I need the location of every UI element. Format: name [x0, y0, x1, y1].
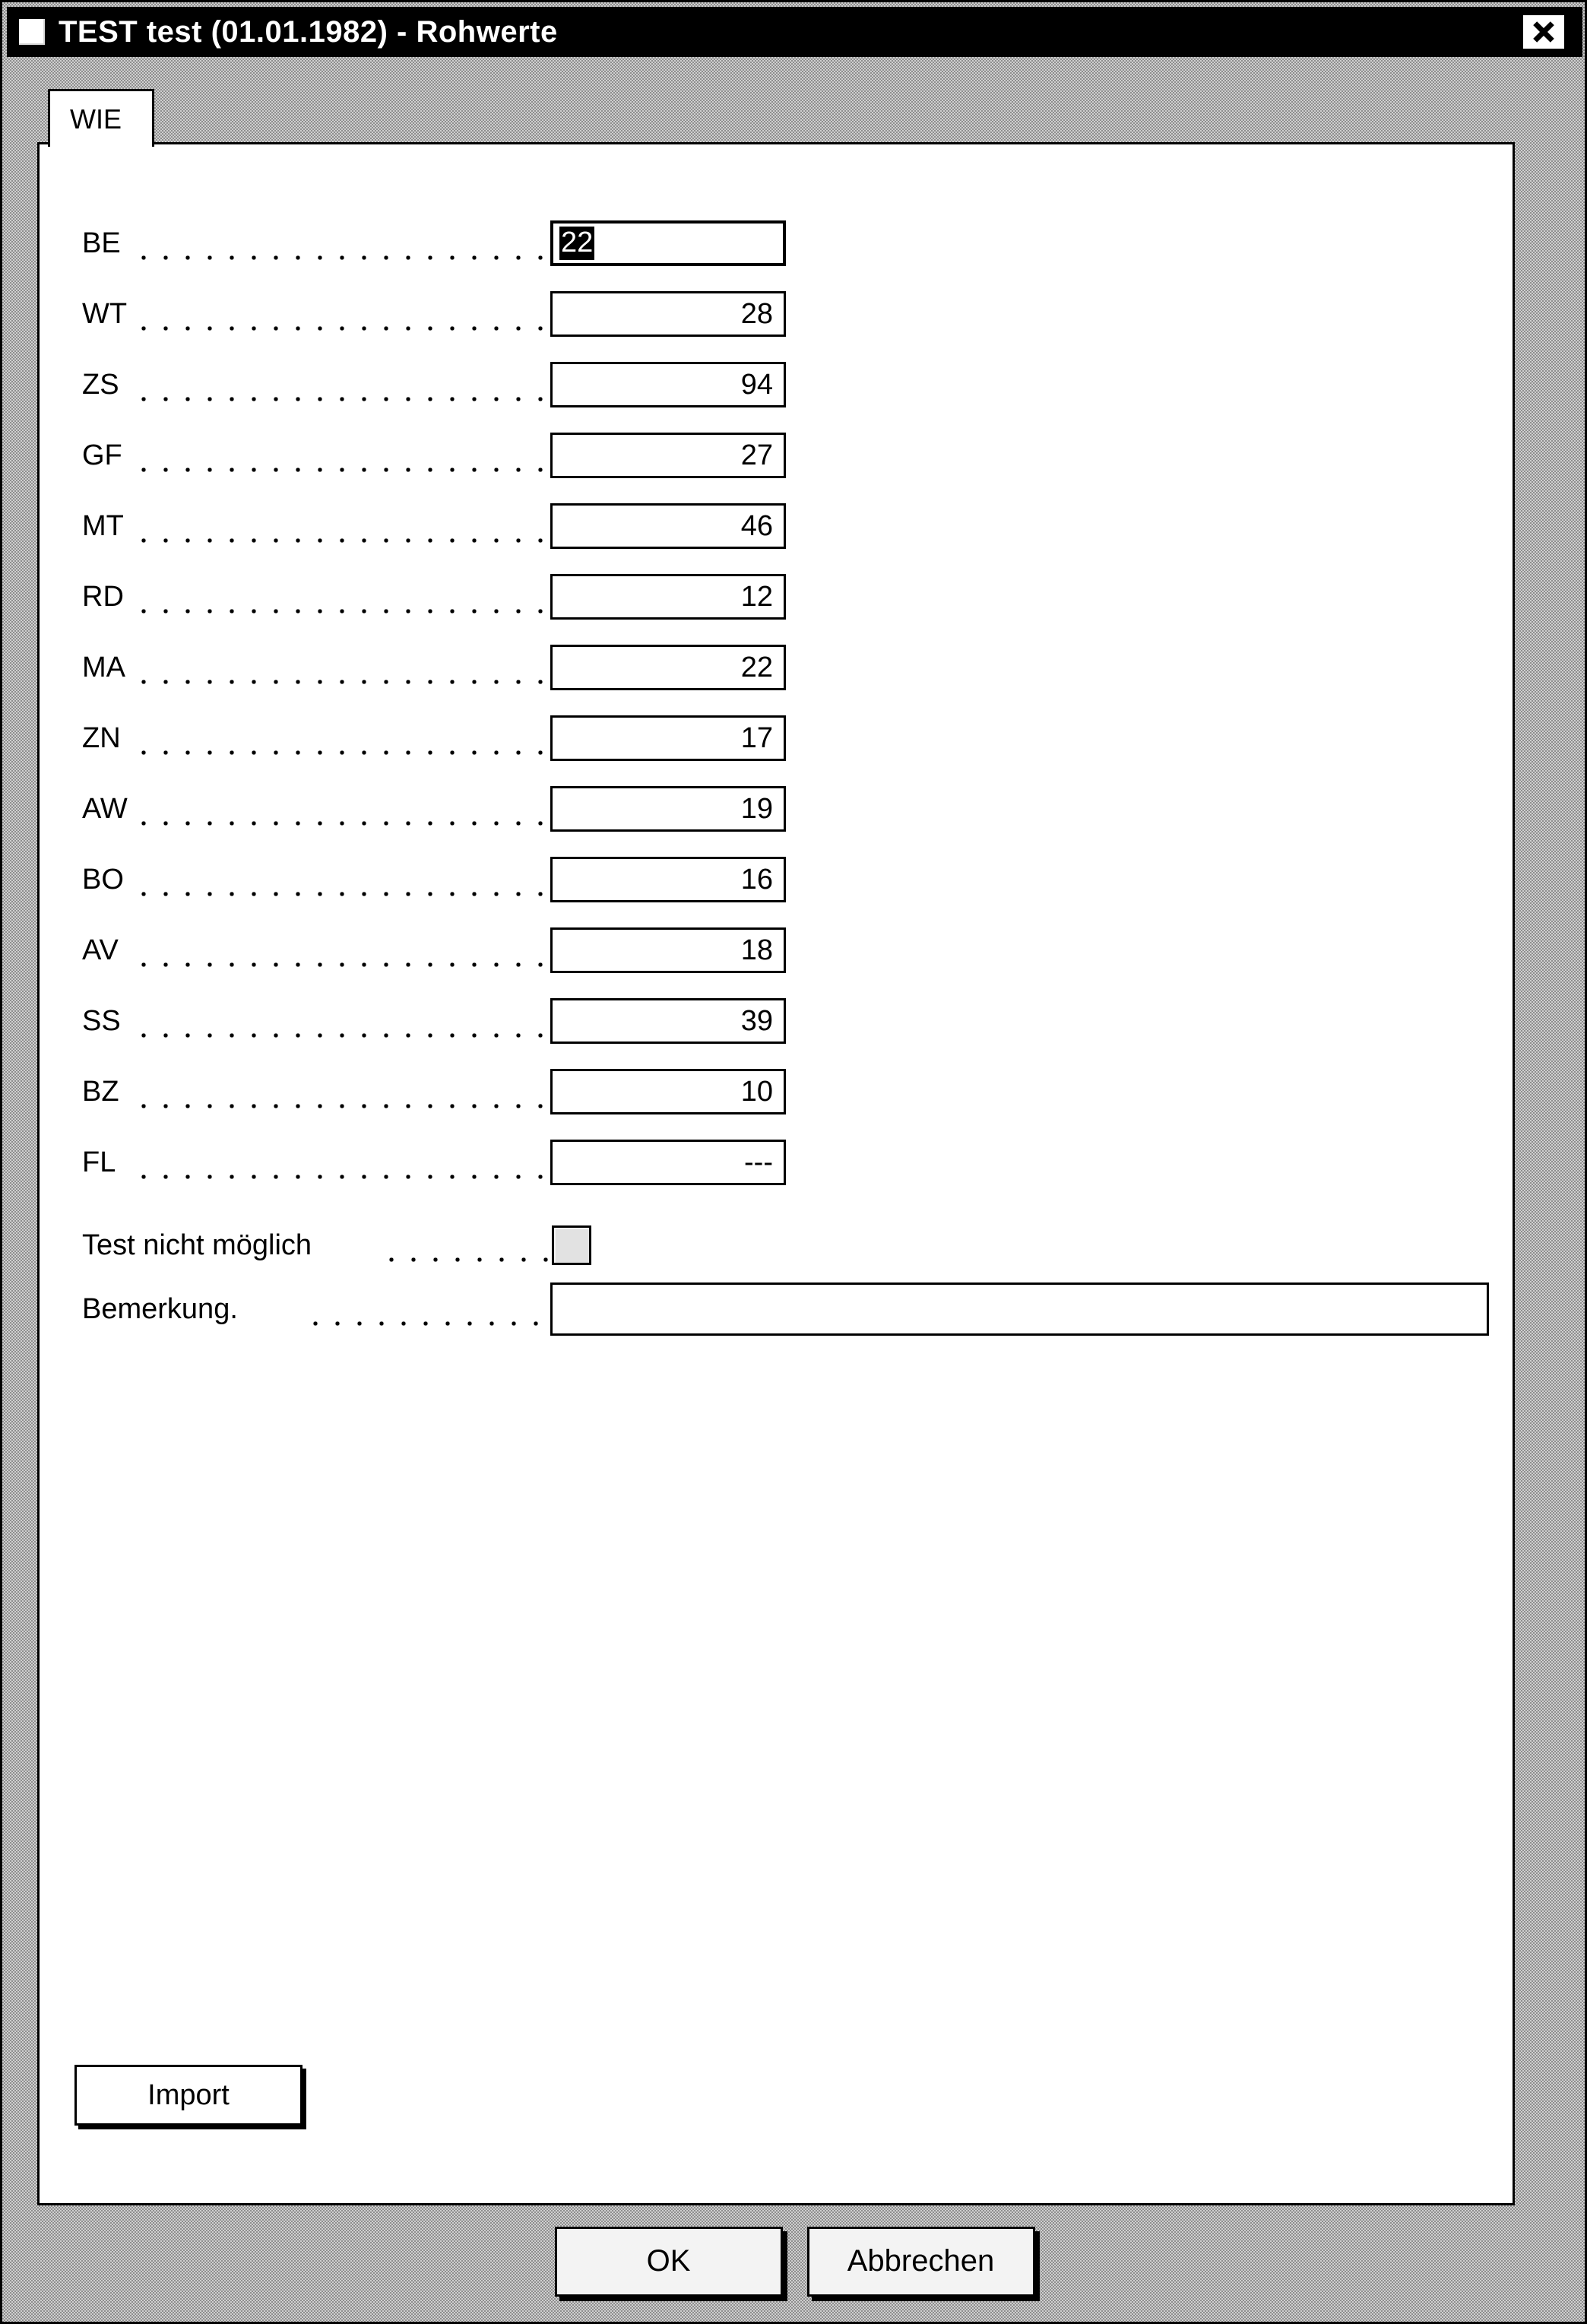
value-input[interactable]	[550, 645, 786, 690]
field-label: WT	[82, 298, 128, 330]
field-label: SS	[82, 1005, 121, 1037]
value-text: ---	[744, 1146, 773, 1178]
dotted-leader	[141, 326, 550, 331]
title-bar	[7, 7, 1582, 57]
form-row	[40, 350, 1513, 420]
cancel-button[interactable]	[807, 2227, 1035, 2297]
dotted-leader	[141, 1033, 550, 1038]
value-text: 94	[740, 369, 773, 401]
value-input[interactable]	[550, 433, 786, 478]
checkbox-label: Test nicht möglich	[82, 1229, 312, 1261]
value-text: 46	[740, 510, 773, 542]
form-row	[40, 986, 1513, 1056]
field-label: RD	[82, 581, 124, 613]
dialog-footer	[7, 2205, 1582, 2317]
dotted-leader	[141, 750, 550, 755]
import-button-label: Import	[147, 2078, 230, 2111]
field-label: BO	[82, 864, 124, 896]
tab-wie-label: WIE	[70, 103, 122, 135]
dotted-leader	[141, 821, 550, 826]
tab-wie[interactable]	[48, 89, 154, 147]
field-label: ZN	[82, 722, 121, 754]
dotted-leader	[141, 255, 550, 260]
form-row	[40, 208, 1513, 278]
form-row	[40, 774, 1513, 844]
form-row	[40, 279, 1513, 349]
form-row	[40, 915, 1513, 985]
value-input[interactable]	[550, 998, 786, 1044]
dotted-leader	[141, 1175, 550, 1179]
dotted-leader	[313, 1321, 550, 1326]
field-label: BZ	[82, 1076, 119, 1108]
dotted-leader	[141, 468, 550, 472]
field-label: FL	[82, 1146, 116, 1178]
window-title: TEST test (01.01.1982) - Rohwerte	[59, 15, 558, 49]
field-label: GF	[82, 439, 122, 471]
form-row	[40, 845, 1513, 915]
value-text: 28	[740, 298, 773, 330]
checkbox-row	[40, 1210, 1513, 1280]
value-input[interactable]	[550, 362, 786, 407]
window-icon	[17, 17, 46, 46]
value-text: 16	[740, 864, 773, 896]
value-text: 12	[740, 581, 773, 613]
value-text: 22	[740, 652, 773, 683]
tab-strip	[48, 84, 154, 147]
import-button[interactable]	[74, 2065, 303, 2126]
value-text: 10	[740, 1076, 773, 1108]
dotted-leader	[141, 892, 550, 896]
dotted-leader	[141, 962, 550, 967]
value-input[interactable]	[550, 291, 786, 337]
form-row	[40, 1057, 1513, 1127]
dotted-leader	[141, 1104, 550, 1108]
dotted-leader	[141, 397, 550, 401]
form-row	[40, 420, 1513, 490]
value-input[interactable]	[550, 786, 786, 832]
value-text: 17	[740, 722, 773, 754]
value-input[interactable]	[550, 857, 786, 902]
dotted-leader	[389, 1257, 550, 1262]
value-input[interactable]	[550, 1140, 786, 1185]
form-row	[40, 633, 1513, 702]
dotted-leader	[141, 538, 550, 543]
dotted-leader	[141, 609, 550, 613]
value-input[interactable]	[550, 503, 786, 549]
ok-button-label: OK	[646, 2244, 691, 2278]
field-label: BE	[82, 227, 121, 259]
value-input[interactable]	[550, 220, 786, 266]
comment-label: Bemerkung.	[82, 1293, 238, 1325]
value-input[interactable]	[550, 715, 786, 761]
dotted-leader	[141, 680, 550, 684]
field-label: MA	[82, 652, 125, 683]
form-row	[40, 562, 1513, 632]
field-label: MT	[82, 510, 124, 542]
value-text: 18	[740, 934, 773, 966]
form-row	[40, 491, 1513, 561]
value-text: 39	[740, 1005, 773, 1037]
comment-input[interactable]	[550, 1282, 1489, 1336]
value-text: 27	[740, 439, 773, 471]
test-not-possible-checkbox[interactable]	[552, 1225, 591, 1265]
field-label: AV	[82, 934, 119, 966]
form-row	[40, 703, 1513, 773]
cancel-button-label: Abbrechen	[847, 2244, 995, 2278]
ok-button[interactable]	[555, 2227, 783, 2297]
value-input[interactable]	[550, 1069, 786, 1114]
close-icon[interactable]	[1522, 14, 1566, 50]
field-label: AW	[82, 793, 128, 825]
value-input[interactable]	[550, 927, 786, 973]
form-row	[40, 1127, 1513, 1197]
value-text: 22	[561, 227, 594, 259]
field-label: ZS	[82, 369, 119, 401]
comment-row	[40, 1274, 1513, 1344]
content-panel	[37, 142, 1515, 2205]
value-input[interactable]	[550, 574, 786, 620]
value-text: 19	[740, 793, 773, 825]
